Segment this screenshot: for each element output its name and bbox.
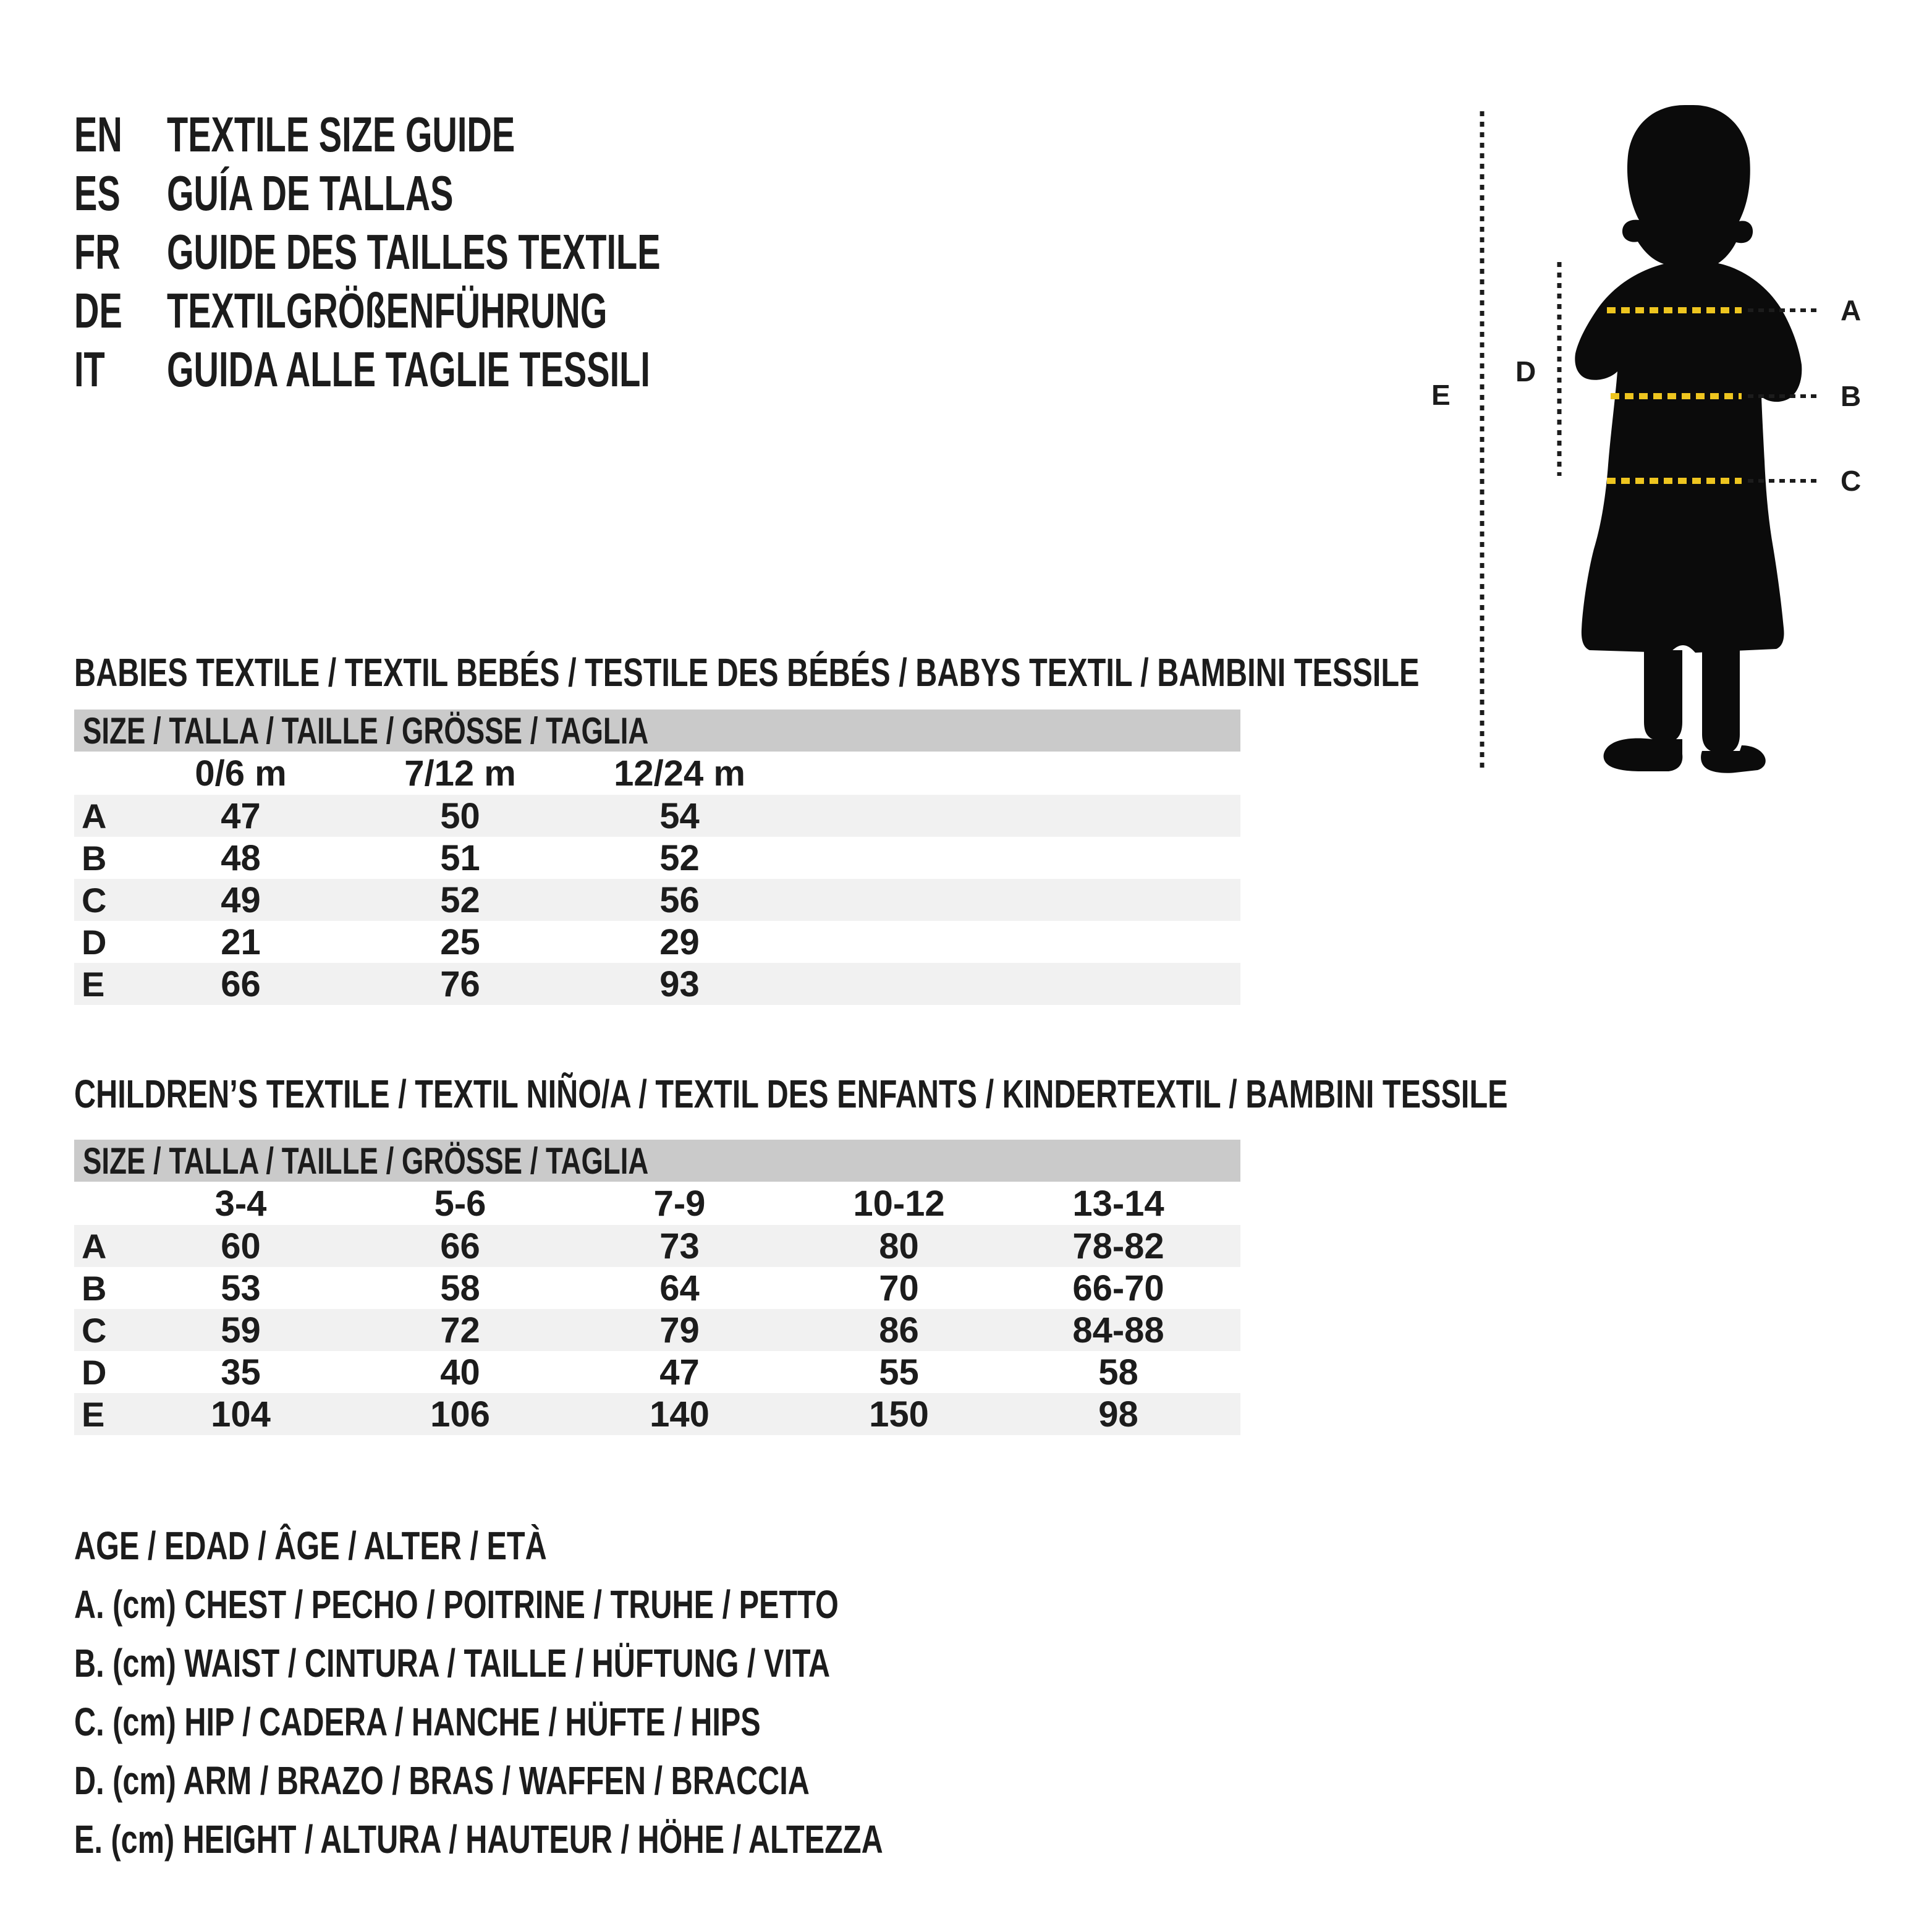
children-size-header-label: SIZE / TALLA / TAILLE / GRÖSSE / TAGLIA (83, 1140, 649, 1182)
babies-size-header-label: SIZE / TALLA / TAILLE / GRÖSSE / TAGLIA (83, 710, 649, 752)
lang-row-es (74, 164, 872, 222)
lang-code-fr: FR (74, 224, 121, 279)
legend-line-waist: B. (cm) WAIST / CINTURA / TAILLE / HÜFTUNG / VITA (74, 1641, 831, 1685)
lang-row-de (74, 281, 872, 340)
table-row: A 47 50 54 (74, 795, 1240, 837)
table-row: D 21 25 29 (82, 922, 700, 962)
table-row: E 66 76 93 (74, 963, 1240, 1005)
figure-label-e: E (1431, 379, 1451, 411)
figure-label-b: B (1841, 380, 1862, 412)
lang-code-de: DE (74, 283, 122, 338)
children-size-header-bar (74, 1140, 1240, 1182)
figure-label-a: A (1841, 294, 1862, 326)
legend-line-age: AGE / EDAD / ÂGE / ALTER / ETÀ (74, 1523, 547, 1568)
lang-row-en (74, 105, 872, 164)
lang-code-it: IT (74, 342, 105, 397)
silhouette-left-shoe (1604, 739, 1683, 771)
legend-line-chest: A. (cm) CHEST / PECHO / POITRINE / TRUHE / PETTO (74, 1582, 839, 1627)
language-title-block (74, 105, 872, 399)
children-col-3: 10-12 (853, 1183, 945, 1224)
table-row: C 49 52 56 (74, 879, 1240, 921)
lang-title-it: GUIDA ALLE TAGLIE TESSILI (167, 342, 650, 397)
children-section-title: CHILDREN’S TEXTILE / TEXTIL NIÑO/A / TEXTIL DES ENFANTS / KINDERTEXTIL / BAMBINI TESSILE (74, 1072, 1508, 1116)
lang-row-it (74, 340, 872, 399)
babies-section-title: BABIES TEXTILE / TEXTIL BEBÉS / TESTILE DES BÉBÉS / BABYS TEXTIL / BAMBINI TESSILE (74, 650, 1420, 695)
legend-line-arm: D. (cm) ARM / BRAZO / BRAS / WAFFEN / BRACCIA (74, 1758, 810, 1803)
lang-title-en: TEXTILE SIZE GUIDE (167, 107, 515, 162)
lang-title-de: TEXTILGRÖßENFÜHRUNG (167, 283, 608, 338)
babies-size-header-bar (74, 710, 1240, 752)
table-row: A 60 66 73 80 78-82 (74, 1225, 1240, 1267)
children-col-2: 7-9 (653, 1183, 706, 1224)
measurement-legend (74, 1517, 1138, 1869)
lang-row-fr (74, 222, 872, 281)
table-row: B 48 51 52 (82, 837, 700, 878)
children-size-table (74, 1140, 1240, 1435)
babies-column-header-row (74, 752, 1240, 795)
lang-code-es: ES (74, 166, 121, 221)
table-row: D 35 40 47 55 58 (82, 1352, 1138, 1392)
lang-code-en: EN (74, 107, 122, 162)
silhouette-body (1575, 105, 1802, 653)
figure-label-c: C (1841, 465, 1862, 497)
lang-title-fr: GUIDE DES TAILLES TEXTILE (167, 224, 661, 279)
lang-title-es: GUÍA DE TALLAS (167, 166, 454, 221)
babies-col-0: 0/6 m (195, 753, 287, 794)
table-row: E 104 106 140 150 98 (74, 1393, 1240, 1435)
children-col-1: 5-6 (434, 1183, 486, 1224)
legend-line-hip: C. (cm) HIP / CADERA / HANCHE / HÜFTE / HIPS (74, 1700, 761, 1744)
table-row: B 53 58 64 70 66-70 (82, 1268, 1164, 1308)
babies-col-2: 12/24 m (614, 753, 745, 794)
table-row: C 59 72 79 86 84-88 (74, 1309, 1240, 1351)
children-col-4: 13-14 (1072, 1183, 1164, 1224)
children-column-header-row (74, 1182, 1240, 1225)
legend-line-height: E. (cm) HEIGHT / ALTURA / HAUTEUR / HÖHE / ALTEZZA (74, 1817, 883, 1862)
babies-col-1: 7/12 m (404, 753, 516, 794)
measurement-diagram (1409, 87, 1932, 810)
figure-label-d: D (1515, 355, 1536, 388)
children-col-0: 3-4 (214, 1183, 267, 1224)
babies-size-table (74, 710, 1240, 1005)
